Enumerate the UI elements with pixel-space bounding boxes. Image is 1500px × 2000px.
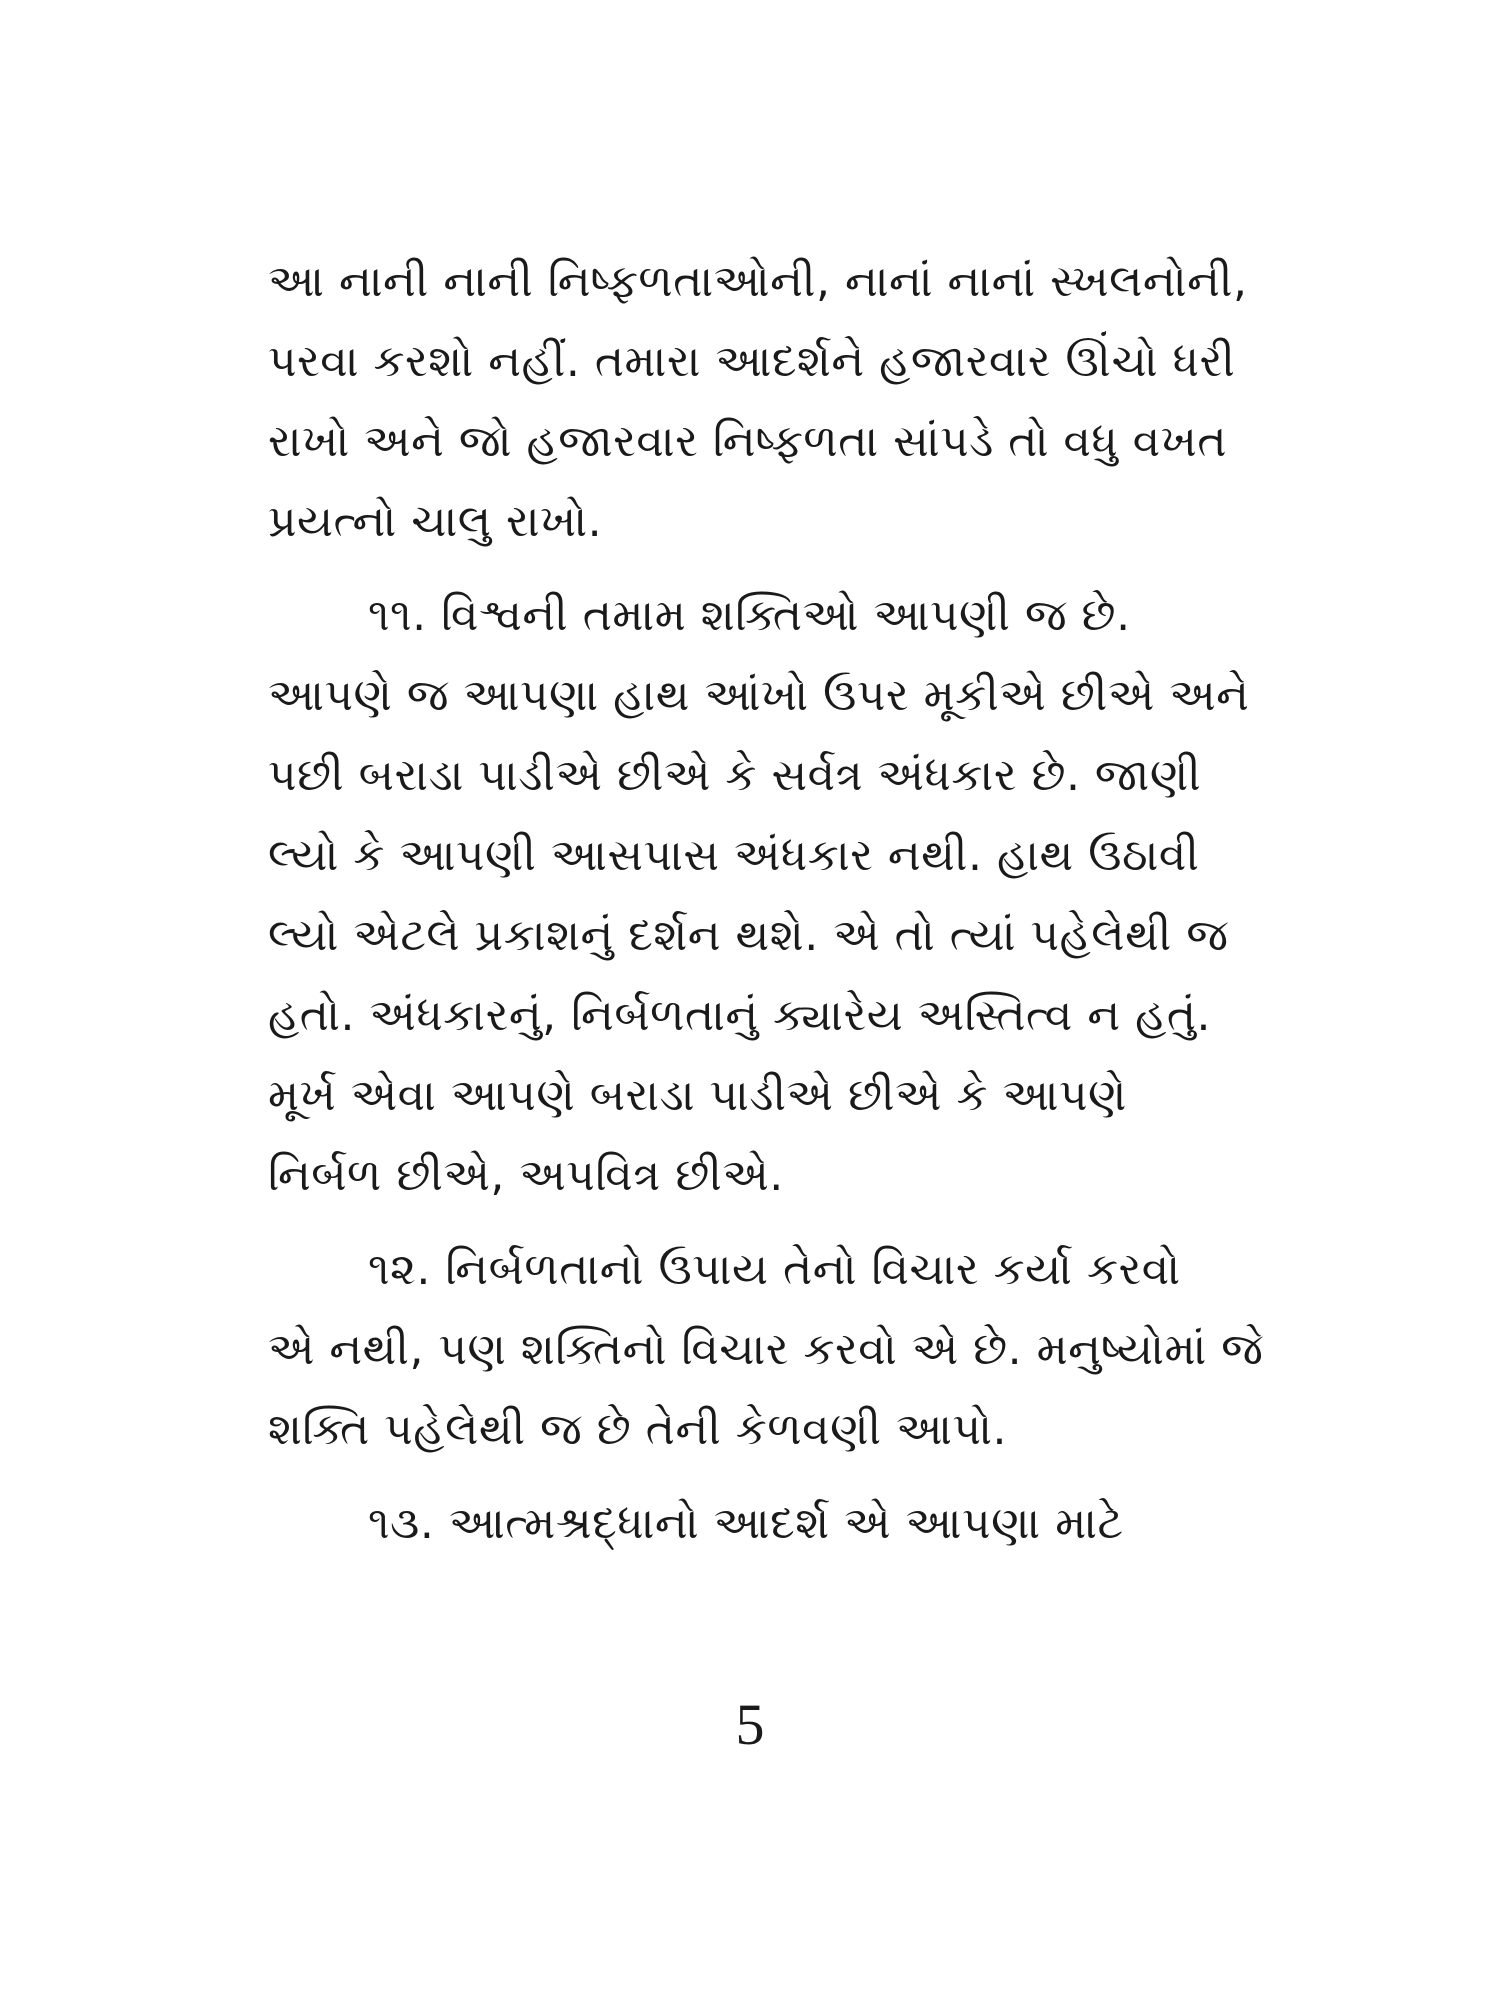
paragraph-11 xyxy=(268,576,1250,1216)
text-line: નિર્બળ છીએ, અપવિત્ર છીએ. xyxy=(268,1150,784,1201)
text-line: મૂર્ખ એવા આપણે બરાડા પાડીએ છીએ કે આપણે xyxy=(268,1070,1127,1121)
text-line: પ્રયત્નો ચાલુ રાખો. xyxy=(268,496,603,547)
paragraph-13 xyxy=(268,1484,1228,1564)
text-line: આપણે જ આપણા હાથ આંખો ઉપર મૂકીએ છીએ અને xyxy=(268,670,1250,721)
text-line: ૧૩. આત્મશ્રદ્ધાનો આદર્શ એ આપણા માટે xyxy=(368,1498,1124,1549)
text-line: હતો. અંધકારનું, નિર્બળતાનું ક્યારેય અસ્તિત્વ ન હતું. xyxy=(268,990,1212,1041)
paragraph-1 xyxy=(268,242,1248,562)
text-line: લ્યો એટલે પ્રકાશનું દર્શન થશે. એ તો ત્યાં પહેલેથી જ xyxy=(268,910,1229,961)
page-body-text xyxy=(268,242,1264,1564)
text-line: ૧૨. નિર્બળતાનો ઉપાય તેનો વિચાર કર્યા કરવો xyxy=(368,1244,1181,1295)
text-line: આ નાની નાની નિષ્ફળતાઓની, નાનાં નાનાં સ્ખલનોની, xyxy=(268,256,1248,307)
text-line: લ્યો કે આપણી આસપાસ અંધકાર નથી. હાથ ઉઠાવી xyxy=(268,830,1200,881)
paragraph-12 xyxy=(268,1230,1264,1470)
text-line: પછી બરાડા પાડીએ છીએ કે સર્વત્ર અંધકાર છે. જાણી xyxy=(268,750,1202,801)
text-line: પરવા કરશો નહીં. તમારા આદર્શને હજારવાર ઊંચો ધરી xyxy=(268,336,1236,387)
text-line: રાખો અને જો હજારવાર નિષ્ફળતા સાંપડે તો વધુ વખત xyxy=(268,416,1228,467)
text-line: એ નથી, પણ શક્તિનો વિચાર કરવો એ છે. મનુષ્યોમાં જે xyxy=(268,1324,1264,1375)
page-number: 5 xyxy=(735,1692,765,1757)
text-line: ૧૧. વિશ્વની તમામ શક્તિઓ આપણી જ છે. xyxy=(368,590,1131,641)
text-line: શક્તિ પહેલેથી જ છે તેની કેળવણી આપો. xyxy=(268,1404,1008,1455)
